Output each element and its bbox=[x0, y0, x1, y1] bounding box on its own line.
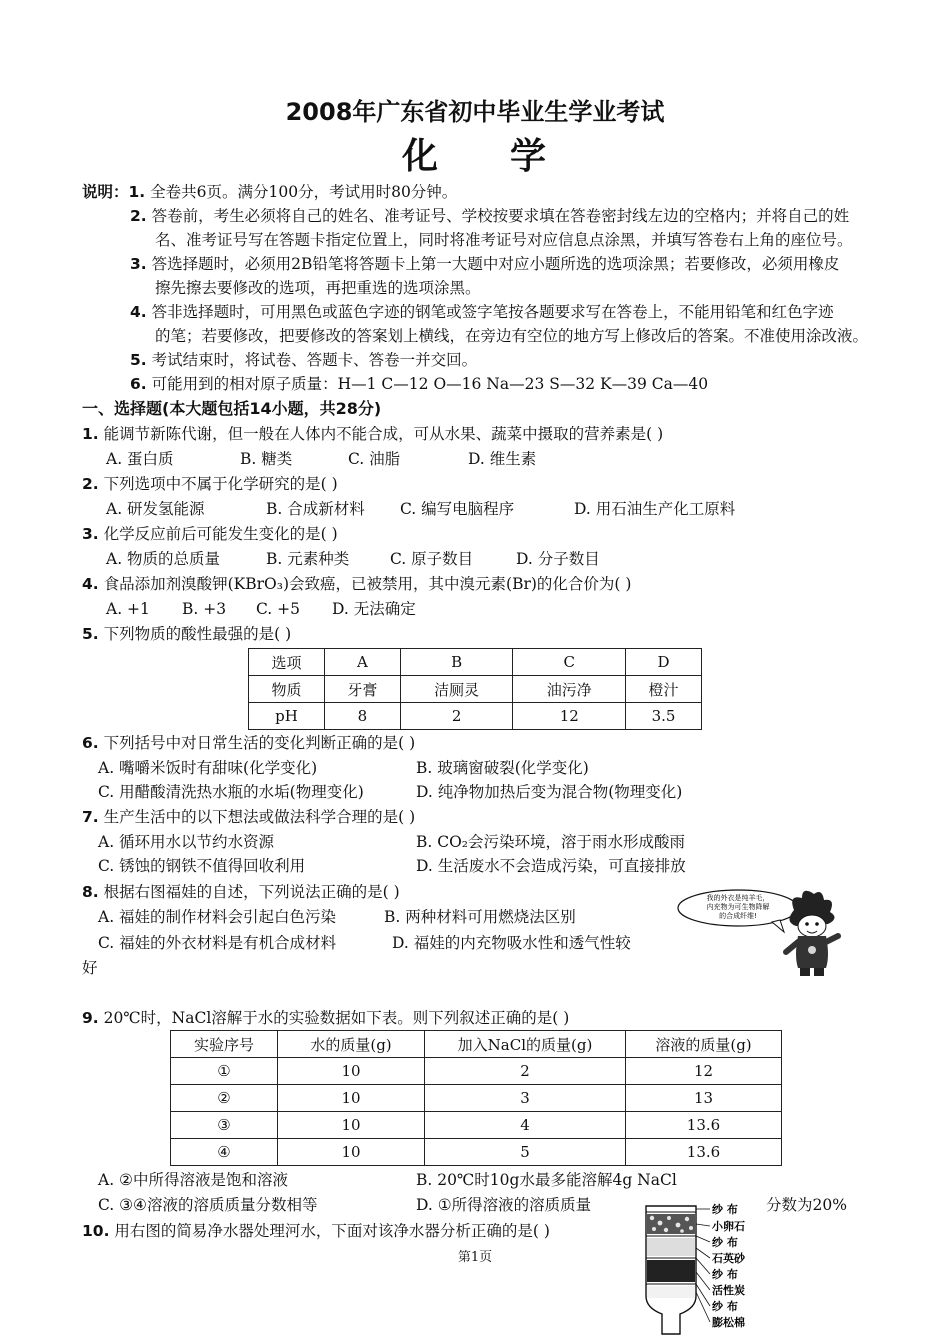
question-2: 2. 下列选项中不属于化学研究的是( ) bbox=[82, 475, 338, 493]
question-6: 6. 下列括号中对日常生活的变化判断正确的是( ) bbox=[82, 734, 416, 752]
note-6: 6. 可能用到的相对原子质量：H—1 C—12 O—16 Na—23 S—32 K—39 Ca—40 bbox=[130, 375, 709, 393]
q1-option-c: C. 油脂 bbox=[348, 450, 401, 468]
q4-option-b: B. +3 bbox=[182, 600, 227, 618]
note-4-cont: 的笔；若要修改，把要修改的答案划上横线，在旁边有空位的地方写上修改后的答案。不准使用涂改液。 bbox=[155, 327, 869, 345]
subject-char-1: 化 bbox=[401, 136, 440, 177]
question-8: 8. 根据右图福娃的自述，下列说法正确的是( ) bbox=[82, 883, 400, 901]
table-row: ③ 10 4 13.6 bbox=[171, 1112, 782, 1139]
q8-option-d: D. 福娃的内充物吸水性和透气性较 bbox=[392, 934, 631, 952]
table-row: 选项 A B C D bbox=[249, 649, 702, 676]
table-row: pH 8 2 12 3.5 bbox=[249, 703, 702, 730]
layer-label: 纱 布 bbox=[712, 1300, 738, 1313]
q6-option-a: A. 嘴嚼米饭时有甜味(化学变化) bbox=[98, 759, 318, 777]
note-3: 3. 答选择题时，必须用2B铅笔将答题卡上第一大题中对应小题所选的选项涂黑；若要修改，必须用橡皮 bbox=[130, 255, 840, 273]
q7-option-b: B. CO₂会污染环境，溶于雨水形成酸雨 bbox=[416, 833, 686, 851]
note-2: 2. 答卷前，考生必须将自己的姓名、准考证号、学校按要求填在答卷密封线左边的空格内；并将自己的姓 bbox=[130, 207, 850, 225]
q8-option-a: A. 福娃的制作材料会引起白色污染 bbox=[98, 908, 337, 926]
q6-option-d: D. 纯净物加热后变为混合物(物理变化) bbox=[416, 783, 683, 801]
question-4: 4. 食品添加剂溴酸钾(KBrO₃)会致癌，已被禁用，其中溴元素(Br)的化合价为( ) bbox=[82, 575, 632, 593]
water-purifier-diagram bbox=[636, 1196, 776, 1342]
q8-option-d-continued: 好 bbox=[82, 959, 98, 977]
q9-option-d-tail: 分数为20% bbox=[766, 1196, 847, 1214]
note-3-cont: 擦先擦去要修改的选项，再把重选的选项涂黑。 bbox=[155, 279, 481, 297]
layer-label: 石英砂 bbox=[712, 1252, 745, 1265]
table-row: ④ 10 5 13.6 bbox=[171, 1139, 782, 1166]
note-5: 5. 考试结束时，将试卷、答题卡、答卷一并交回。 bbox=[130, 351, 478, 369]
q4-option-c: C. +5 bbox=[256, 600, 301, 618]
table-row: 实验序号 水的质量(g) 加入NaCl的质量(g) 溶液的质量(g) bbox=[171, 1031, 782, 1058]
bubble-line-2: 内充物为可生物降解 bbox=[706, 903, 770, 911]
q9-option-d: D. ①所得溶液的溶质质量 bbox=[416, 1196, 592, 1214]
q8-option-c: C. 福娃的外衣材料是有机合成材料 bbox=[98, 934, 337, 952]
question-10: 10. 用右图的简易净水器处理河水，下面对该净水器分析正确的是( ) bbox=[82, 1222, 550, 1240]
notes-label: 说明： bbox=[82, 183, 129, 201]
layer-label: 膨松棉 bbox=[712, 1316, 745, 1329]
q9-option-c: C. ③④溶液的溶质质量分数相等 bbox=[98, 1196, 318, 1214]
bubble-line-1: 我的外衣是纯羊毛， bbox=[706, 894, 770, 902]
layer-label: 活性炭 bbox=[712, 1284, 745, 1297]
q3-option-d: D. 分子数目 bbox=[516, 550, 600, 568]
q1-option-a: A. 蛋白质 bbox=[106, 450, 174, 468]
subject-char-2: 学 bbox=[510, 136, 549, 177]
q9-table bbox=[170, 1030, 782, 1166]
q2-option-d: D. 用石油生产化工原料 bbox=[574, 500, 736, 518]
layer-label: 纱 布 bbox=[712, 1236, 738, 1249]
q8-option-b: B. 两种材料可用燃烧法区别 bbox=[384, 908, 576, 926]
question-7: 7. 生产生活中的以下想法或做法科学合理的是( ) bbox=[82, 808, 416, 826]
q2-option-a: A. 研发氢能源 bbox=[106, 500, 205, 518]
question-3: 3. 化学反应前后可能发生变化的是( ) bbox=[82, 525, 338, 543]
q7-option-c: C. 锈蚀的钢铁不值得回收利用 bbox=[98, 857, 306, 875]
fuwa-illustration bbox=[676, 886, 856, 978]
question-1: 1. 能调节新陈代谢，但一般在人体内不能合成，可从水果、蔬菜中摄取的营养素是( ) bbox=[82, 425, 664, 443]
table-row: ② 10 3 13 bbox=[171, 1085, 782, 1112]
q6-option-b: B. 玻璃窗破裂(化学变化) bbox=[416, 759, 589, 777]
q2-option-b: B. 合成新材料 bbox=[266, 500, 365, 518]
q1-option-b: B. 糖类 bbox=[240, 450, 293, 468]
q4-option-a: A. +1 bbox=[106, 600, 150, 618]
note-2-cont: 名、准考证号写在答题卡指定位置上，同时将准考证号对应信息点涂黑，并填写答卷右上角的座位号。 bbox=[155, 231, 853, 249]
question-9: 9. 20℃时，NaCl溶解于水的实验数据如下表。则下列叙述正确的是( ) bbox=[82, 1009, 570, 1027]
q6-option-c: C. 用醋酸清洗热水瓶的水垢(物理变化) bbox=[98, 783, 364, 801]
cotton-layer bbox=[647, 1286, 695, 1298]
section-heading: 一、选择题(本大题包括14小题，共28分) bbox=[82, 399, 382, 418]
layer-label: 纱 布 bbox=[712, 1268, 738, 1281]
q9-option-b: B. 20℃时10g水最多能溶解4g NaCl bbox=[416, 1171, 677, 1189]
subject-title bbox=[0, 128, 950, 179]
page-number: 第1页 bbox=[457, 1250, 493, 1265]
q7-option-d: D. 生活废水不会造成污染，可直接排放 bbox=[416, 857, 686, 875]
question-5: 5. 下列物质的酸性最强的是( ) bbox=[82, 625, 292, 643]
exam-title: 2008年广东省初中毕业生学业考试 bbox=[285, 98, 665, 126]
q3-option-c: C. 原子数目 bbox=[390, 550, 474, 568]
table-row: ① 10 2 12 bbox=[171, 1058, 782, 1085]
q7-option-a: A. 循环用水以节约水资源 bbox=[98, 833, 275, 851]
table-row: 物质 牙膏 洁厕灵 油污净 橙汁 bbox=[249, 676, 702, 703]
q9-option-a: A. ②中所得溶液是饱和溶液 bbox=[98, 1171, 288, 1189]
q4-option-d: D. 无法确定 bbox=[332, 600, 416, 618]
layer-label: 纱 布 bbox=[712, 1203, 738, 1216]
q3-option-a: A. 物质的总质量 bbox=[106, 550, 221, 568]
note-4: 4. 答非选择题时，可用黑色或蓝色字迹的钢笔或签字笔按各题要求写在答卷上，不能用铅笔和红色字迹 bbox=[130, 303, 834, 321]
q3-option-b: B. 元素种类 bbox=[266, 550, 350, 568]
q1-option-d: D. 维生素 bbox=[468, 450, 537, 468]
q2-option-c: C. 编写电脑程序 bbox=[400, 500, 515, 518]
bubble-line-3: 的合成纤维! bbox=[719, 912, 757, 920]
q5-table bbox=[248, 648, 702, 730]
note-1: 说明：1. 全卷共6页。满分100分，考试用时80分钟。 bbox=[82, 183, 458, 201]
layer-label: 小卵石 bbox=[712, 1220, 745, 1233]
